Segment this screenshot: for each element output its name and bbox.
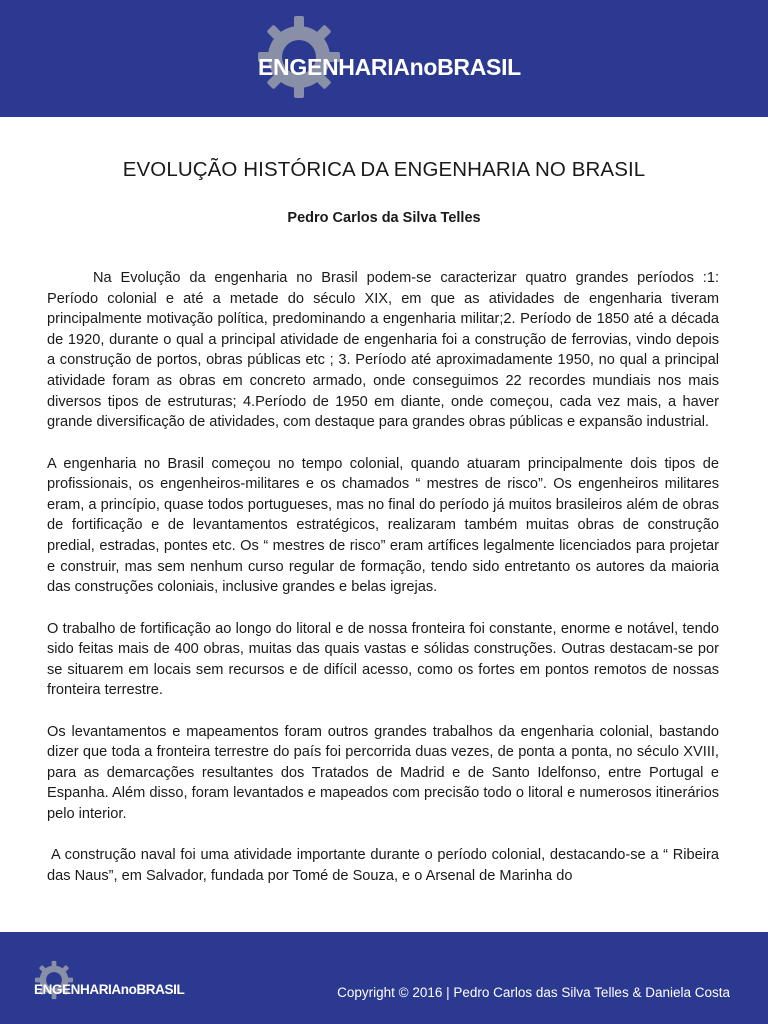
- paragraph: A construção naval foi uma atividade importante durante o período colonial, destacando-se a “ Ribeira das Naus”, em Salvador, fundada por Tomé de Souza, e o Arsenal de Marinha do: [47, 847, 719, 885]
- logo-wordmark: ENGENHARIAnoBRASIL: [258, 54, 521, 80]
- footer-logo-wordmark: ENGENHARIAnoBRASIL: [34, 982, 185, 997]
- header-band: [0, 0, 768, 117]
- footer-logo[interactable]: [34, 960, 194, 1004]
- copyright-text: Copyright © 2016 | Pedro Carlos das Silva Telles & Daniela Costa: [337, 985, 730, 1000]
- site-logo[interactable]: [256, 14, 526, 104]
- document-body: [47, 268, 719, 887]
- document-title: EVOLUÇÃO HISTÓRICA DA ENGENHARIA NO BRASIL: [122, 158, 646, 181]
- paragraph: Os levantamentos e mapeamentos foram outros grandes trabalhos da engenharia colonial, bastando dizer que toda a fronteira terrestre do país foi percorrida duas vezes, de ponta a ponta, no século XVIII, para as demarcações resultantes dos Tratados de Madrid e de Santo Idelfonso, entre Portugal e Espanha. Além disso, foram levantados e mapeados com precisão todo o litoral e numerosos itinerários pelo interior.: [47, 723, 719, 823]
- paragraph: A engenharia no Brasil começou no tempo colonial, quando atuaram principalmente dois tipos de profissionais, os engenheiros-militares e os chamados “ mestres de risco”. Os engenheiros militares eram, a princípio, quase todos portugueses, mas no final do período já muitos brasileiros além de obras de fortificação e de levantamentos estratégicos, realizaram também muitas obras de construção predial, estradas, pontes etc. Os “ mestres de risco” eram artífices legalmente licenciados para projetar e construir, mas sem nenhum curso regular de formação, tendo sido entretanto os autores da maioria das construções coloniais, inclusive grandes e belas igrejas.: [47, 455, 719, 596]
- paragraph: O trabalho de fortificação ao longo do litoral e de nossa fronteira foi constante, enorme e notável, tendo sido feitas mais de 400 obras, muitas das quais vastas e sólidas construções. Outras destacam-se por se situarem em locais sem recursos e de difícil acesso, como os fortes em pontos remotos de nossas fronteira terrestre.: [47, 620, 719, 699]
- paragraph: Na Evolução da engenharia no Brasil podem-se caracterizar quatro grandes períodos :1: Período colonial e até a metade do século XIX, em que as atividades de engenharia tiveram principalmente motivação política, predominando a engenharia militar;2. Período de 1850 até a década de 1920, durante o qual a principal atividade de engenharia foi a construção de ferrovias, vindo depois a construção de portos, obras públicas etc ; 3. Período até aproximadamente 1950, no qual a principal atividade foram as obras em concreto armado, onde conseguimos 22 recordes mundiais nos mais diversos tipos de estruturas; 4.Período de 1950 em diante, onde começou, cada vez mais, a haver grande diversificação de atividades, com destaque para grandes obras públicas e expansão industrial.: [47, 270, 719, 431]
- document-author: Pedro Carlos da Silva Telles: [287, 210, 481, 226]
